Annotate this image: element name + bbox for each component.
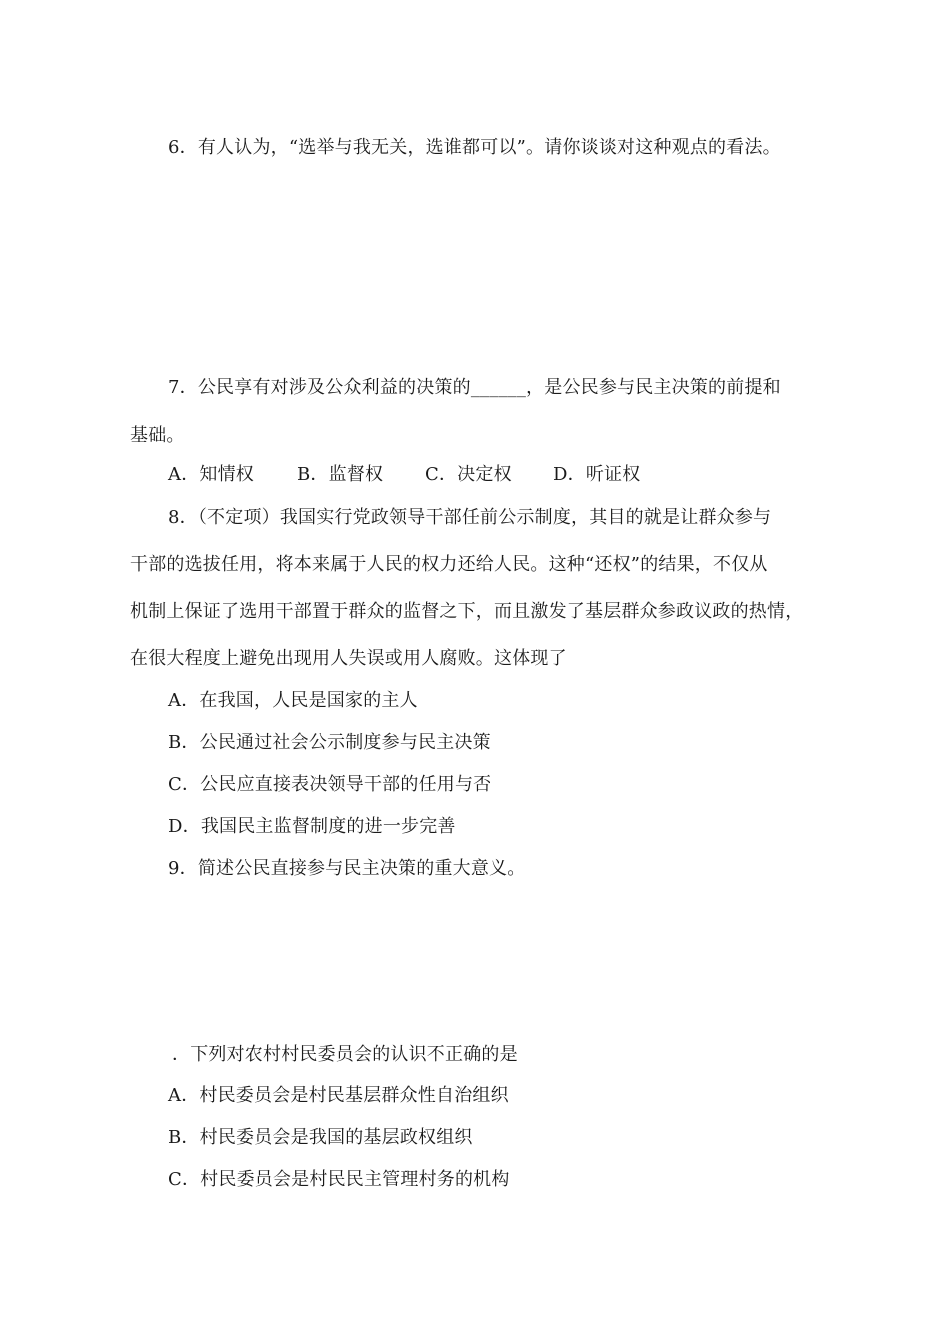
question-8-line-4: 在很大程度上避免出现用人失误或用人腐败。这体现了 (130, 648, 567, 669)
question-8-line-3: 机制上保证了选用干部置于群众的监督之下，而且激发了基层群众参政议政的热情， (130, 601, 804, 622)
question-7-line-2: 基础。 (130, 425, 185, 446)
question-7-option-c: C．决定权 (425, 464, 512, 485)
question-7-option-b: B．监督权 (297, 464, 384, 485)
question-10-option-c: C．村民委员会是村民民主管理村务的机构 (168, 1169, 510, 1190)
question-7-option-d: D．听证权 (553, 464, 641, 485)
question-8-line-2: 干部的选拔任用，将本来属于人民的权力还给人民。这种“还权”的结果，不仅从 (130, 554, 768, 575)
question-9: 9．简述公民直接参与民主决策的重大意义。 (168, 858, 526, 879)
question-10: ．下列对农村村民委员会的认识不正确的是 (172, 1044, 518, 1065)
question-10-option-b: B．村民委员会是我国的基层政权组织 (168, 1127, 473, 1148)
question-7-line-1: 7．公民享有对涉及公众利益的决策的______，是公民参与民主决策的前提和 (168, 377, 781, 398)
question-10-option-a: A．村民委员会是村民基层群众性自治组织 (168, 1085, 509, 1106)
question-8-option-d: D．我国民主监督制度的进一步完善 (168, 816, 456, 837)
question-8-line-1: 8．（不定项）我国实行党政领导干部任前公示制度，其目的就是让群众参与 (168, 507, 772, 528)
question-6: 6．有人认为，“选举与我无关，选谁都可以”。请你谈谈对这种观点的看法。 (168, 137, 781, 158)
question-8-option-a: A．在我国，人民是国家的主人 (168, 690, 418, 711)
question-8-option-c: C．公民应直接表决领导干部的任用与否 (168, 774, 492, 795)
question-8-option-b: B．公民通过社会公示制度参与民主决策 (168, 732, 491, 753)
question-7-option-a: A．知情权 (168, 464, 254, 485)
